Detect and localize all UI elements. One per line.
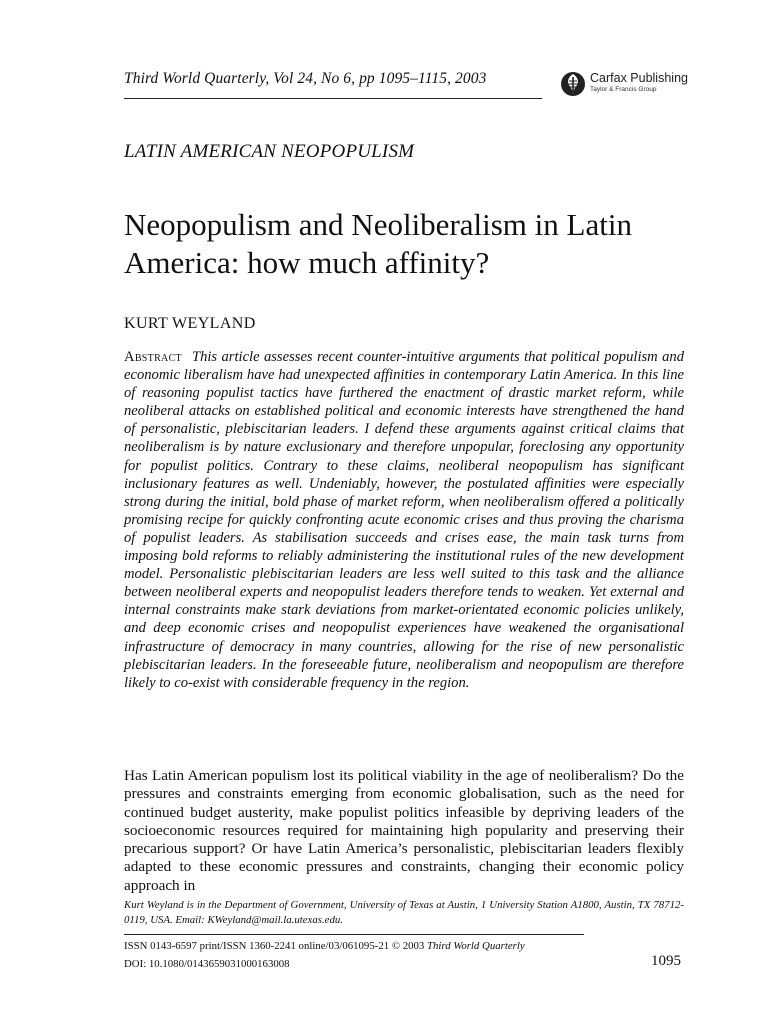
footer-rule — [124, 934, 584, 935]
header-rule — [124, 98, 542, 99]
abstract-text: This article assesses recent counter-intuitive arguments that political populism and economic liberalism have had unexpected affinities in contemporary Latin America. In this line of reasoning populist tactics have furthered the enactment of drastic market reform, while neoliberal attacks on established political and economic interests have strengthened the hand of personalistic, plebiscitarian leaders. I defend these arguments against critical claims that neoliberalism is by nature exclusionary and therefore unpopular, foreclosing any opportunity for populist politics. Contrary to these claims, neoliberal neopopulism has significant inclusionary features as well. Undeniably, however, the postulated affinities were especially strong during the initial, bold phase of market reform, when neoliberalism offered a politically promising recipe for quickly confronting acute economic crises and thus proving the charisma of populist leaders. As stabilisation succeeds and crises ease, the main task turns from imposing bold reforms to reliably administering the institutional rules of the new development model. Personalistic plebiscitarian leaders are less well suited to this task and the alliance between neoliberal experts and neopopulist leaders therefore tends to weaken. Yet external and internal constraints make stark deviations from market-orientated economic policies unlikely, and deep economic crises and neopopulist experiences have weakened the organisational infrastructure of democracy in many countries, allowing for the rise of new personalistic plebiscitarian leaders. In the foreseeable future, neoliberalism and neopopulism are therefore likely to co-exist with considerable frequency in the region. — [124, 349, 684, 691]
journal-citation: Third World Quarterly, Vol 24, No 6, pp 1095–1115, 2003 — [124, 70, 487, 87]
issn-text: ISSN 0143-6597 print/ISSN 1360-2241 online/03/061095-21 © 2003 — [124, 940, 425, 952]
running-header — [124, 70, 688, 102]
footer-journal-title: Third World Quarterly — [427, 940, 525, 952]
publisher-group: Taylor & Francis Group — [590, 86, 657, 93]
publisher-logo — [560, 71, 688, 99]
section-heading: LATIN AMERICAN NEOPOPULISM — [124, 141, 415, 162]
issn-line — [124, 940, 525, 952]
carfax-logo-icon — [560, 71, 586, 97]
author-name: KURT WEYLAND — [124, 315, 256, 332]
page-number: 1095 — [651, 953, 681, 969]
doi-line: DOI: 10.1080/0143659031000163008 — [124, 958, 290, 970]
abstract — [124, 348, 684, 692]
article-title: Neopopulism and Neoliberalism in Latin America: how much affinity? — [124, 207, 632, 280]
body-paragraph: Has Latin American populism lost its political viability in the age of neoliberalism? Do the pressures and constraints emerging from economic globalisation, such as the need for continued budget austerity, make populist politics infeasible by depriving leaders of the socioeconomic resources required for maintaining high popularity and preserving their precarious support? Or have Latin America’s personalistic, plebiscitarian leaders flexibly adapted to these economic pressures and constraints, changing their economic policy approach in — [124, 767, 684, 894]
publisher-name: Carfax Publishing — [590, 71, 688, 85]
abstract-label: Abstract — [124, 349, 182, 365]
author-affiliation: Kurt Weyland is in the Department of Government, University of Texas at Austin, 1 University Station A1800, Austin, TX 78712-0119, USA. Email: KWeyland@mail.la.utexas.edu. — [124, 899, 684, 926]
